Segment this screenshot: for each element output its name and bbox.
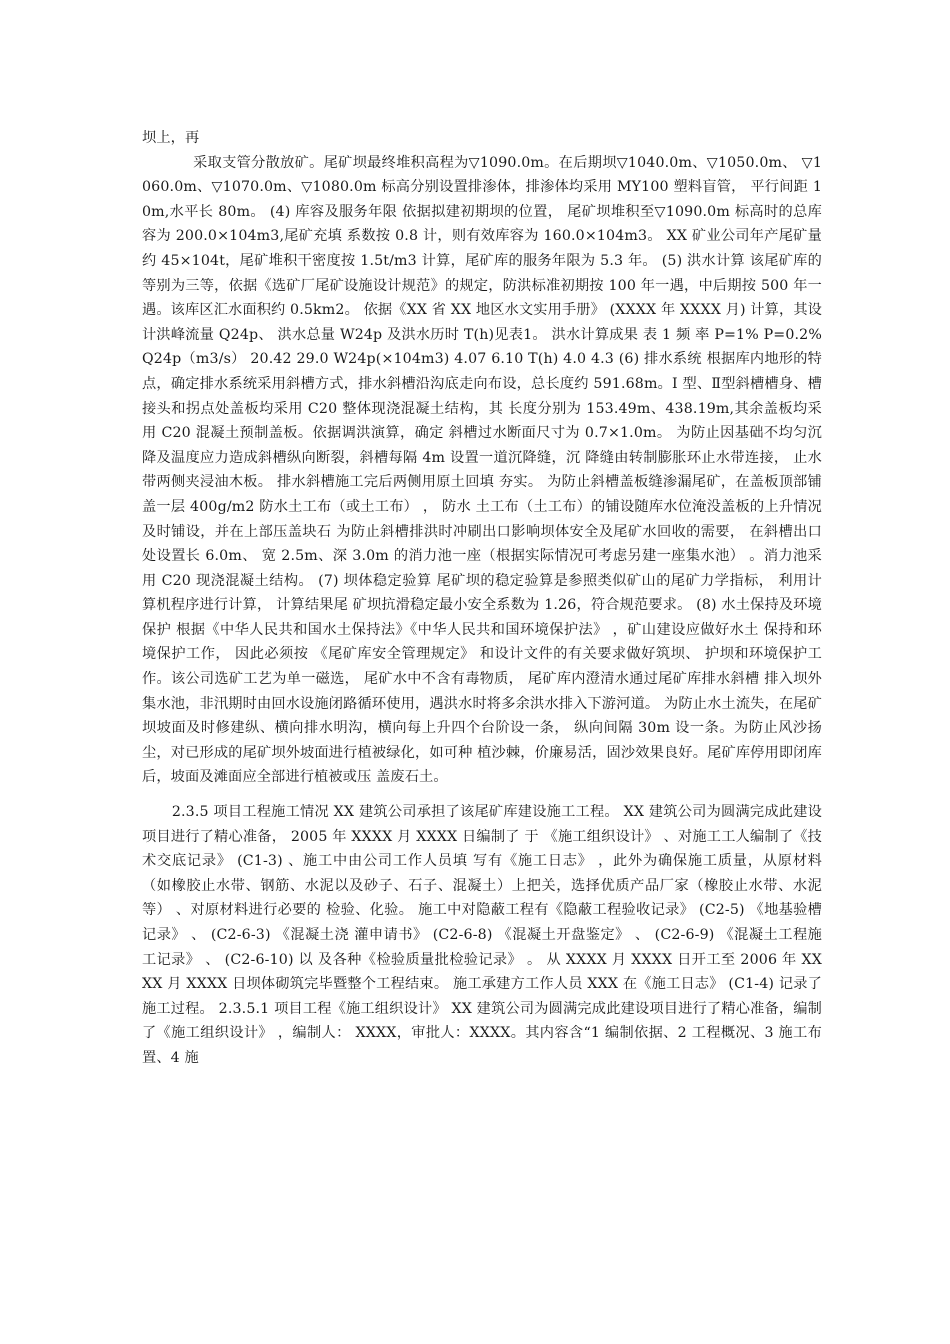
paragraph-tailings-design: 采取支管分散放矿。尾矿坝最终堆积高程为▽1090.0m。在后期坝▽1040.0m、▽1050.0m、 ▽1060.0m、▽1070.0m、▽1080.0m 标高分别设置排渗体，排渗体均采用 MY100 塑料盲管， 平行间距 10m,水平长 80m。 (4) 库容及服务年限 依据拟建初期坝的位置， 尾矿坝堆积至▽1090.0m 标高时的总库容为 200.0×104m3,尾矿充填 系数按 0.8 计，则有效库容为 160.0×104m3。 XX 矿业公司年产尾矿量约 45×104t，尾矿堆积干密度按 1.5t/m3 计算，尾矿库的服务年限为 5.3 年。 (5) 洪水计算 该尾矿库的等别为三等，依据《选矿厂尾矿设施设计规范》的规定，防洪标准初期按 100 年一遇，中后期按 500 年一遇。该库区汇水面积约 0.5km2。 依据《XX 省 XX 地区水文实用手册》 (XXXX 年 XXXX 月) 计算，其设计洪峰流量 Q24p、 洪水总量 W24p 及洪水历时 T(h)见表1。 洪水计算成果 表 1 频 率 P=1% P=0.2% Q24p（m3/s） 20.42 29.0 W24p(×104m3) 4.07 6.10 T(h) 4.0 4.3 (6) 排水系统 根据库内地形的特点，确定排水系统采用斜槽方式，排水斜槽沿沟底走向布设，总长度约 591.68m。I 型、Ⅱ型斜槽槽身、槽接头和拐点处盖板均采用 C20 整体现浇混凝土结构，其 长度分别为 153.49m、438.19m,其余盖板均采用 C20 混凝土预制盖板。依据调洪演算，确定 斜槽过水断面尺寸为 0.7×1.0m。 为防止因基础不均匀沉降及温度应力造成斜槽纵向断裂，斜槽每隔 4m 设置一道沉降缝，沉 降缝由转制膨胀环止水带连接， 止水带两侧夹浸油木板。 排水斜槽施工完后两侧用原土回填 夯实。 为防止斜槽盖板缝渗漏尾矿，在盖板顶部铺盖一层 400g/m2 防水土工布（或土工布） ， 防水 土工布（土工布）的铺设随库水位淹没盖板的上升情况及时铺设，并在上部压盖块石 为防止斜槽排洪时冲刷出口影响坝体安全及尾矿水回收的需要， 在斜槽出口处设置长 6.0m、 宽 2.5m、深 3.0m 的消力池一座（根据实际情况可考虑另建一座集水池） 。消力池采用 C20 现浇混凝土结构。 (7) 坝体稳定验算 尾矿坝的稳定验算是参照类似矿山的尾矿力学指标， 利用计算机程序进行计算， 计算结果尾 矿坝抗滑稳定最小安全系数为 1.26，符合规范要求。 (8) 水土保持及环境保护 根据《中华人民共和国水土保持法》《中华人民共和国环境保护法》 ，矿山建设应做好水土 保持和环境保护工作， 因此必须按 《尾矿库安全管理规定》 和设计文件的有关要求做好筑坝、 护坝和环境保护工作。该公司选矿工艺为单一磁选， 尾矿水中不含有毒物质， 尾矿库内澄清水通过尾矿库排水斜槽 排入坝外集水池，非汛期时由回水设施闭路循环使用，遇洪水时将多余洪水排入下游河道。 为防止水土流失，在尾矿坝坡面及时修建纵、横向排水明沟，横向每上升四个台阶设一条， 纵向间隔 30m 设一条。为防止风沙扬尘，对已形成的尾矿坝外坡面进行植被绿化，如可种 植沙棘，价廉易活，固沙效果良好。尾矿库停用即闭库后，坡面及滩面应全部进行植被或压 盖废石土。 — [142, 154, 822, 786]
paragraph-construction: 2.3.5 项目工程施工情况 XX 建筑公司承担了该尾矿库建设施工工程。 XX 建筑公司为圆满完成此建设项目进行了精心准备， 2005 年 XXXX 月 XXXX 日编制了 于 《施工组织设计》 、对施工工人编制了《技术交底记录》 (C1-3) 、施工中由公司工作人员填 写有《施工日志》 ，此外为确保施工质量，从原材料（如橡胶止水带、钢筋、水泥以及砂子、石子、混凝土）上把关，选择优质产品厂家（橡胶止水带、水泥等） 、对原材料进行必要的 检验、化验。 施工中对隐蔽工程有《隐蔽工程验收记录》 (C2-5) 《地基验槽记录》 、 (C2-6-3) 《混凝土浇 灌申请书》 (C2-6-8) 《混凝土开盘鉴定》 、 (C2-6-9) 《混凝土工程施工记录》 、 (C2-6-10) 以 及各种《检验质量批检验记录》 。 从 XXXX 月 XXXX 日开工至 2006 年 XXXX 月 XXXX 日坝体砌筑完毕暨整个工程结束。 施工承建方工作人员 XXX 在《施工日志》 (C1-4) 记录了施工过程。 2.3.5.1 项目工程《施工组织设计》 XX 建筑公司为圆满完成此建设项目进行了精心准备，编制了《施工组织设计》 ，编制人： XXXX，审批人：XXXX。其内容含“1 编制依据、2 工程概况、3 施工布置、4 施 — [142, 804, 822, 1066]
document-page — [142, 126, 822, 1071]
paragraph-continuation: 坝上，再 — [142, 130, 200, 146]
